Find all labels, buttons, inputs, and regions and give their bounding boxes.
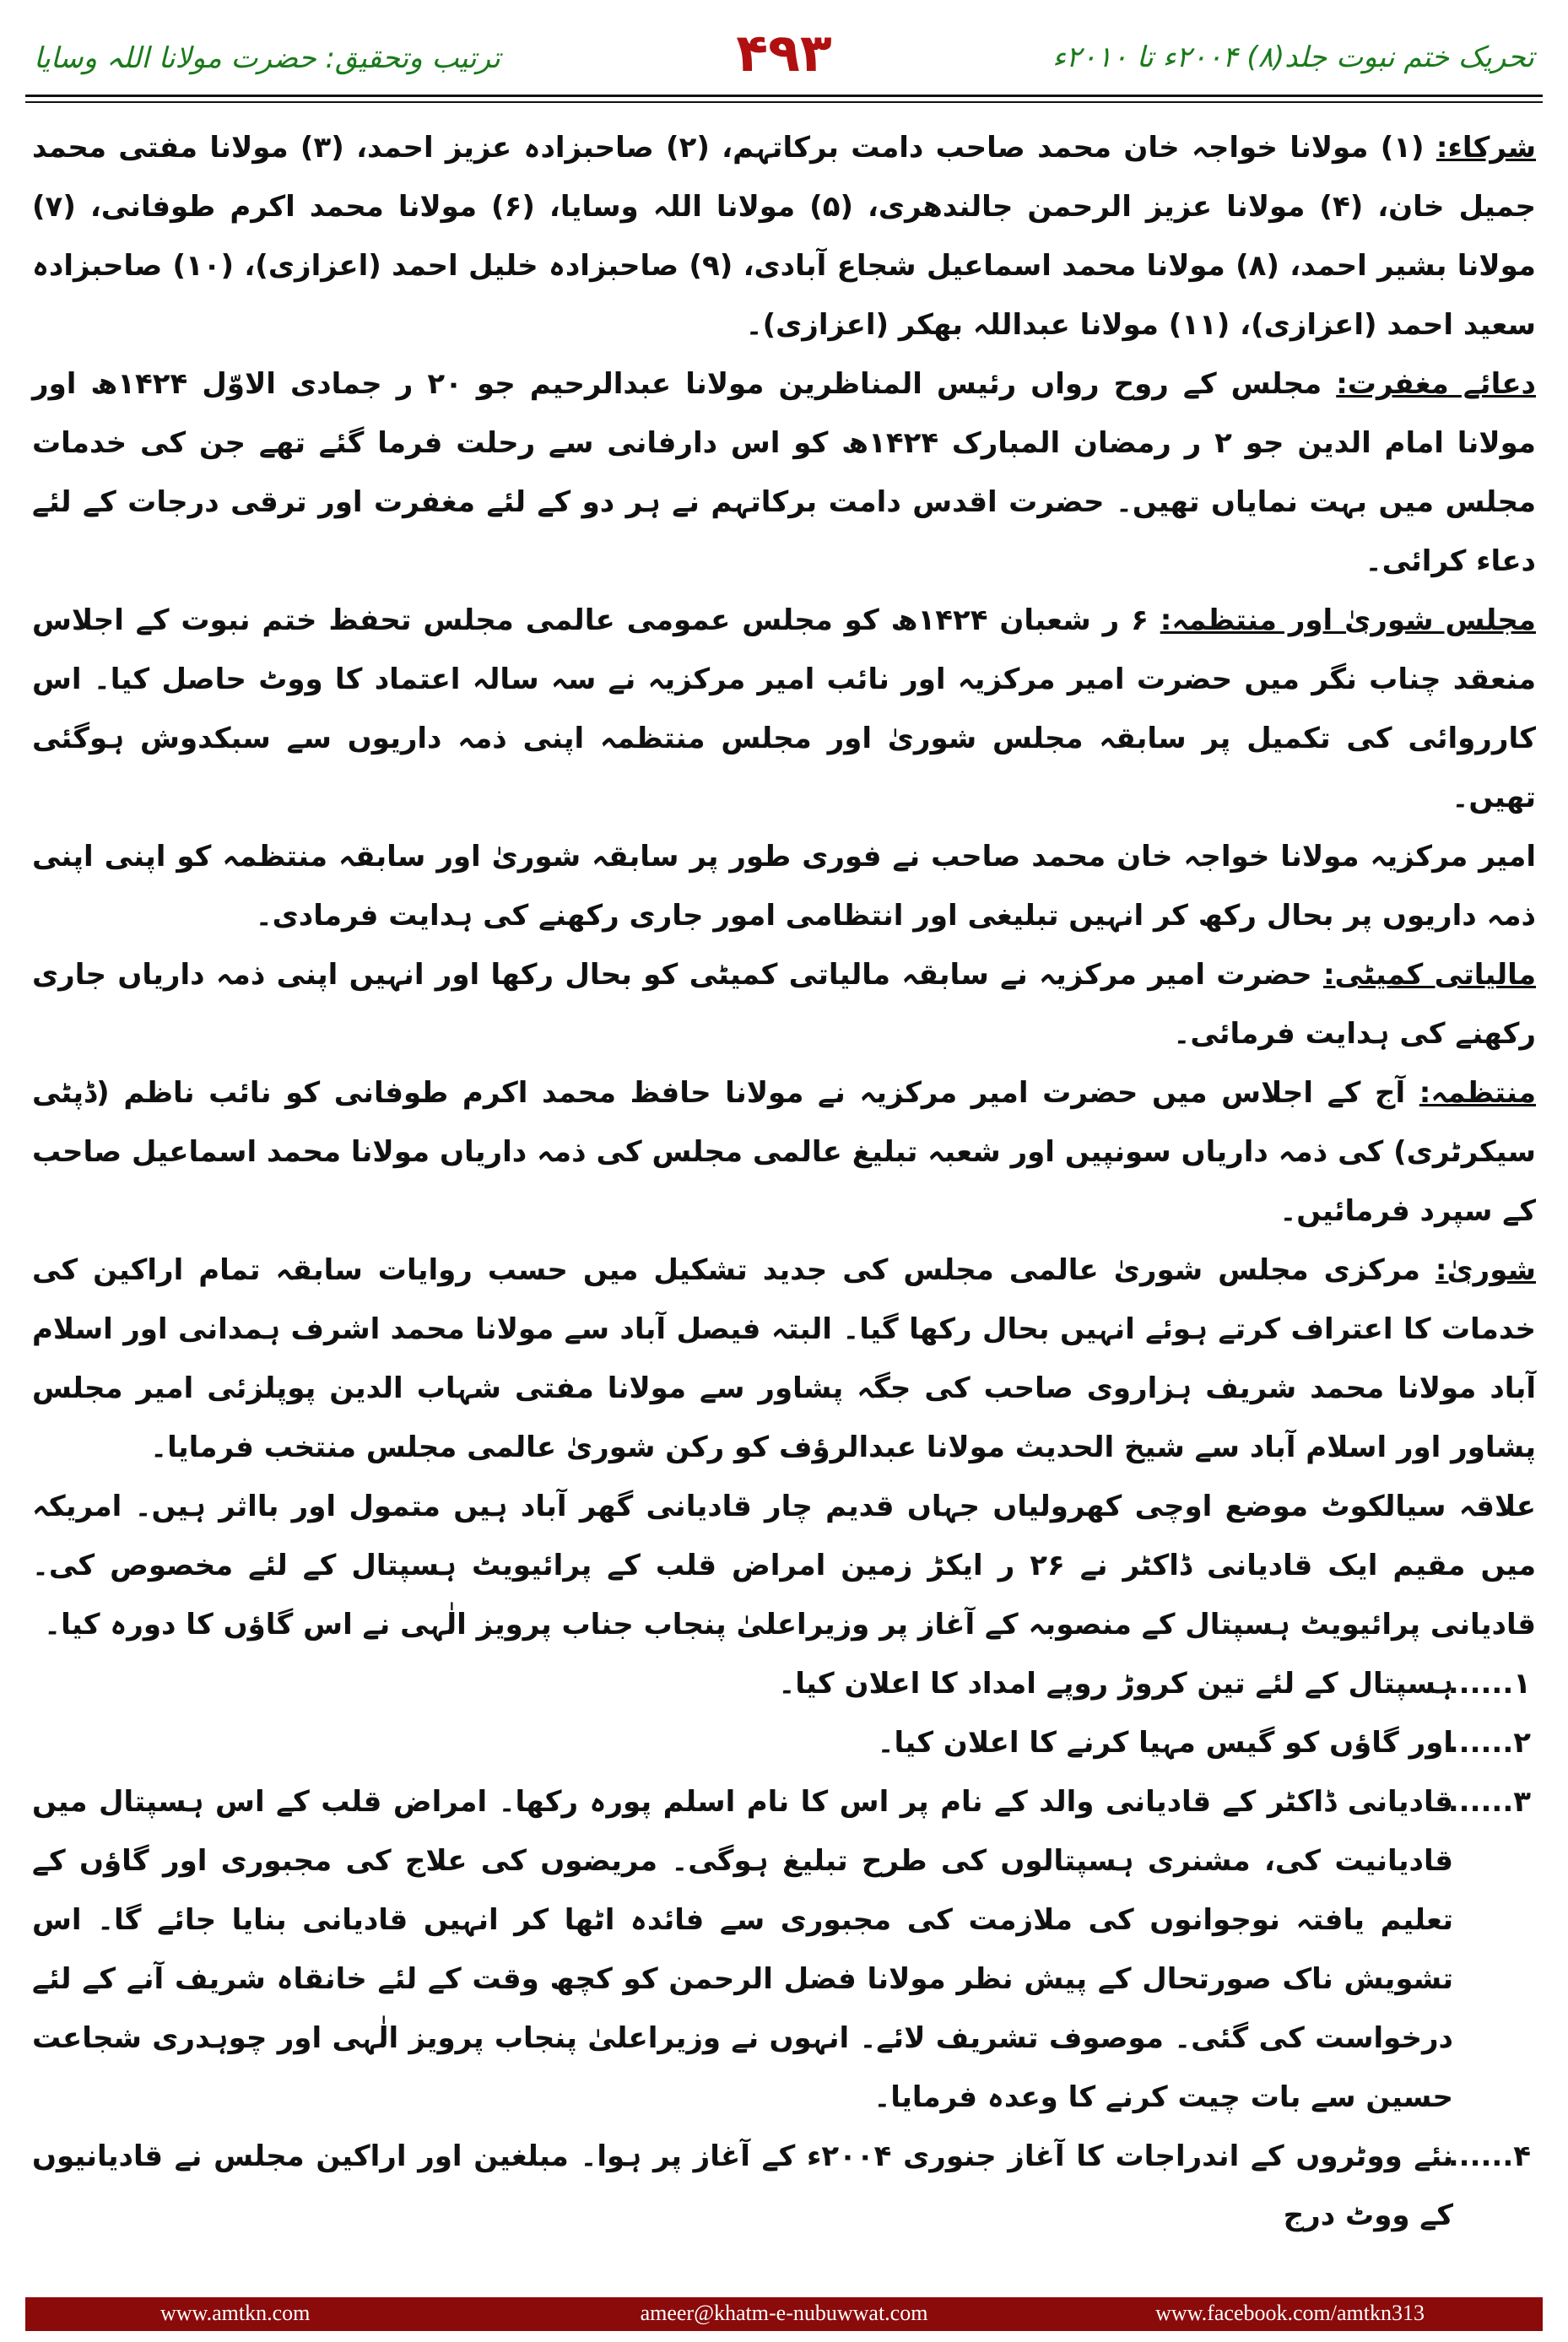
compiler-credit: ترتیب وتحقیق: حضرت مولانا اللہ وسایا xyxy=(34,41,500,75)
list-item xyxy=(32,1654,1536,1713)
sialkot-paragraph: علاقہ سیالکوٹ موضع اوچی کھرولیاں جہاں قدیم چار قادیانی گھر آباد ہیں متمول اور بااثر ہیں۔ امریکہ میں مقیم ایک قادیانی ڈاکٹر نے ۲۶ ر ایکڑ زمین امراض قلب کے پرائیویٹ ہسپتال کے لئے مخصوص کی۔ قادیانی پرائیویٹ ہسپتال کے منصوبہ کے آغاز پر وزیراعلیٰ پنجاب جناب پرویز الٰہی نے اس گاؤں کا دورہ کیا۔ xyxy=(32,1490,1536,1642)
list-item-text: قادیانی ڈاکٹر کے قادیانی والد کے نام پر اس کا نام اسلم پورہ رکھا۔ امراض قلب کے اس ہسپتال میں قادیانیت کی، مشنری ہسپتالوں کی طرح تبلیغ ہوگی۔ مریضوں کی علاج کی مجبوری اور گاؤں کے تعلیم یافتہ نوجوانوں کی ملازمت کی مجبوری سے فائدہ اٹھا کر انہیں قادیانی بنایا جائے گا۔ اس تشویش ناک صورتحال کے پیش نظر مولانا فضل الرحمن کو کچھ وقت کے لئے خانقاہ شریف آنے کے لئے درخواست کی گئی۔ موصوف تشریف لائے۔ انہوں نے وزیراعلیٰ پنجاب پرویز الٰہی اور چوہدری شجاعت حسین سے بات چیت کرنے کا وعدہ فرمایا۔ xyxy=(32,1785,1453,2114)
list-item-number: ۱...... xyxy=(1447,1667,1531,1701)
list-item-text: اور گاؤں کو گیس مہیا کرنے کا اعلان کیا۔ xyxy=(877,1726,1453,1760)
management-paragraph xyxy=(32,1063,1536,1241)
header-rule xyxy=(25,95,1543,97)
list-item-number: ۳...... xyxy=(1447,1785,1531,1819)
participants-label: شرکاء: xyxy=(1436,131,1537,165)
participants-paragraph xyxy=(32,118,1536,354)
shura-management-label: مجلس شوریٰ اور منتظمہ: xyxy=(1160,603,1536,637)
shura-text: مرکزی مجلس شوریٰ عالمی مجلس کی جدید تشکیل میں حسب روایات سابقہ تمام اراکین کی خدمات کا اعتراف کرتے ہوئے انہیں بحال رکھا گیا۔ البتہ فیصل آباد سے مولانا محمد اشرف ہمدانی اور اسلام آباد مولانا محمد شریف ہزاروی صاحب کی جگہ پشاور سے مولانا مفتی شہاب الدین پوپلزئی امیر مجلس پشاور اور اسلام آباد سے شیخ الحدیث مولانا عبدالرؤف کو رکن شوریٰ عالمی مجلس منتخب فرمایا۔ xyxy=(32,1253,1536,1464)
facebook-link[interactable]: www.facebook.com/amtkn313 xyxy=(1155,2301,1425,2325)
shura-label: شوریٰ: xyxy=(1435,1253,1536,1287)
participants-text: (۱) مولانا خواجہ خان محمد صاحب دامت برکاتہم، (۲) صاحبزادہ عزیز احمد، (۳) مولانا مفتی محمد جمیل خان، (۴) مولانا عزیز الرحمن جالندھری، (۵) مولانا اللہ وسایا، (۶) مولانا محمد اکرم طوفانی، (۷) مولانا بشیر احمد، (۸) مولانا محمد اسماعیل شجاع آبادی، (۹) صاحبزادہ خلیل احمد (اعزازی)، (۱۰) صاحبزادہ سعید احمد (اعزازی)، (۱۱) مولانا عبداللہ بھکر (اعزازی)۔ xyxy=(32,131,1536,342)
book-title: تحریک ختم نبوت جلد(۸) ۲۰۰۴ء تا ۲۰۱۰ء xyxy=(1052,41,1534,74)
list-item-number: ۴...... xyxy=(1447,2139,1531,2173)
page-number: ۴۹۳ xyxy=(736,22,832,84)
amir-paragraph: امیر مرکزیہ مولانا خواجہ خان محمد صاحب نے فوری طور پر سابقہ شوریٰ اور سابقہ منتظمہ کو اپنی اپنی ذمہ داریوں پر بحال رکھ کر انہیں تبلیغی اور انتظامی امور جاری رکھنے کی ہدایت فرمادی۔ xyxy=(32,840,1536,933)
page-header xyxy=(25,17,1543,93)
email-link[interactable]: ameer@khatm-e-nubuwwat.com xyxy=(640,2301,928,2325)
finance-text: حضرت امیر مرکزیہ نے سابقہ مالیاتی کمیٹی کو بحال رکھا اور انہیں اپنی ذمہ داریاں جاری رکھنے کی ہدایت فرمائی۔ xyxy=(32,958,1536,1051)
finance-label: مالیاتی کمیٹی: xyxy=(1322,958,1536,992)
website-link[interactable]: www.amtkn.com xyxy=(160,2301,311,2325)
management-label: منتظمہ: xyxy=(1419,1076,1536,1110)
list-item xyxy=(32,1713,1536,1772)
prayer-text: مجلس کے روح رواں رئیس المناظرین مولانا عبدالرحیم جو ۲۰ ر جمادی الاوّل ۱۴۲۴ھ اور مولانا امام الدین جو ۲ ر رمضان المبارک ۱۴۲۴ھ کو اس دارفانی سے رحلت فرما گئے تھے جن کی خدمات مجلس میں بہت نمایاں تھیں۔ حضرت اقدس دامت برکاتہم نے ہر دو کے لئے مغفرت اور ترقی درجات کے لئے دعاء کرائی۔ xyxy=(32,367,1536,578)
page-body xyxy=(32,118,1536,2245)
list-item-text: نئے ووٹروں کے اندراجات کا آغاز جنوری ۲۰۰۴ء کے آغاز پر ہوا۔ مبلغین اور اراکین مجلس نے قادیانیوں کے ووٹ درج xyxy=(32,2139,1453,2232)
prayer-label: دعائے مغفرت: xyxy=(1336,367,1537,401)
shura-management-paragraph xyxy=(32,591,1536,827)
list-item-number: ۲...... xyxy=(1447,1726,1531,1760)
list-item xyxy=(32,1772,1536,2127)
management-text: آج کے اجلاس میں حضرت امیر مرکزیہ نے مولانا حافظ محمد اکرم طوفانی کو نائب ناظم (ڈپٹی سیکرٹری) کی ذمہ داریاں سونپیں اور شعبہ تبلیغ عالمی مجلس کی ذمہ داریاں مولانا محمد اسماعیل صاحب کے سپرد فرمائیں۔ xyxy=(32,1076,1536,1228)
shura-management-text: ۶ ر شعبان ۱۴۲۴ھ کو مجلس عمومی عالمی مجلس تحفظ ختم نبوت کے اجلاس منعقد چناب نگر میں حضرت امیر مرکزیہ اور نائب امیر مرکزیہ نے سہ سالہ اعتماد کا ووٹ حاصل کیا۔ اس کارروائی کی تکمیل پر سابقہ مجلس شوریٰ اور مجلس منتظمہ اپنی ذمہ داریوں سے سبکدوش ہوگئی تھیں۔ xyxy=(32,603,1536,814)
finance-paragraph xyxy=(32,945,1536,1063)
prayer-paragraph xyxy=(32,354,1536,591)
list-item xyxy=(32,2127,1536,2245)
list-item-text: ہسپتال کے لئے تین کروڑ روپے امداد کا اعلان کیا۔ xyxy=(778,1667,1453,1701)
header-rule-thin xyxy=(25,101,1543,103)
shura-paragraph xyxy=(32,1241,1536,1477)
page-footer xyxy=(25,2297,1543,2331)
